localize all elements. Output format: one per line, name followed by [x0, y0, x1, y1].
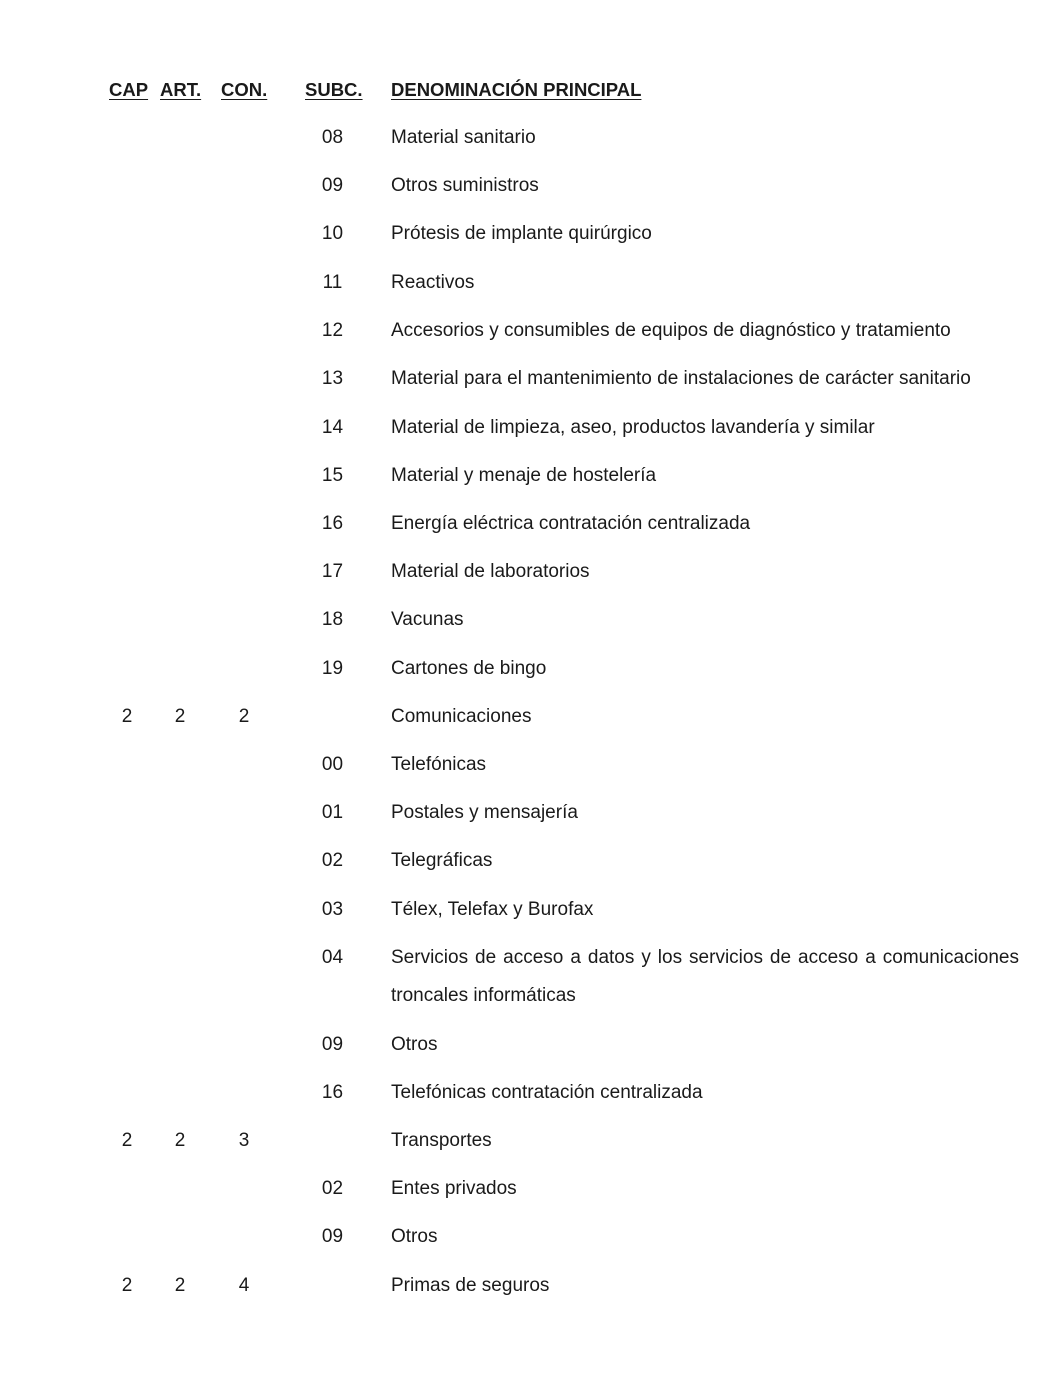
denominacion-cell: Material sanitario: [391, 127, 536, 148]
table-row: [0, 317, 1058, 345]
table-row: [0, 1272, 1058, 1300]
table-row: [0, 414, 1058, 442]
denominacion-cell: Material de laboratorios: [391, 561, 590, 582]
table-header: [0, 76, 1058, 104]
subc-cell: 04: [321, 947, 344, 968]
art-cell: 2: [174, 706, 186, 727]
denominacion-cell: Transportes: [391, 1130, 492, 1151]
denominacion-cell: Telefónicas: [391, 754, 487, 775]
table-row: [0, 269, 1058, 297]
table-row: [0, 1175, 1058, 1203]
denominacion-cell: Reactivos: [391, 272, 475, 293]
subc-cell: 12: [321, 320, 344, 341]
denominacion-cell: Otros: [391, 1226, 438, 1247]
table-row: [0, 703, 1058, 731]
table-row: [0, 558, 1058, 586]
subc-cell: 03: [321, 899, 344, 920]
denominacion-cell: Accesorios y consumibles de equipos de diagnóstico y tratamiento: [391, 320, 951, 341]
header-denominacion: DENOMINACIÓN PRINCIPAL: [391, 79, 642, 100]
denominacion-cell: Energía eléctrica contratación centralizada: [391, 513, 751, 534]
denominacion-cell: Vacunas: [391, 609, 464, 630]
art-cell: 2: [174, 1130, 186, 1151]
header-art: ART.: [160, 79, 202, 100]
denominacion-cell: Cartones de bingo: [391, 658, 547, 679]
denominacion-cell: Otros suministros: [391, 175, 539, 196]
header-subc: SUBC.: [305, 79, 363, 100]
subc-cell: 09: [321, 175, 344, 196]
subc-cell: 08: [321, 127, 344, 148]
denominacion-cell: Télex, Telefax y Burofax: [391, 899, 594, 920]
table-row: [0, 606, 1058, 634]
denominacion-cell: Entes privados: [391, 1178, 517, 1199]
subc-cell: 11: [322, 272, 343, 293]
subc-cell: 16: [321, 1082, 344, 1103]
denominacion-cell: Servicios de acceso a datos y los servicios de acceso a comunicaciones troncales informáticas: [391, 947, 1019, 1006]
header-cap: CAP: [109, 79, 149, 100]
subc-cell: 01: [321, 802, 344, 823]
table-row: [0, 220, 1058, 248]
denominacion-cell: Telefónicas contratación centralizada: [391, 1082, 703, 1103]
table-row: [0, 124, 1058, 152]
subc-cell: 14: [321, 417, 344, 438]
denominacion-cell: Material de limpieza, aseo, productos lavandería y similar: [391, 417, 875, 438]
table-row: [0, 896, 1058, 924]
subc-cell: 02: [321, 1178, 344, 1199]
con-cell: 4: [238, 1275, 250, 1296]
denominacion-cell: Postales y mensajería: [391, 802, 578, 823]
table-row: [0, 510, 1058, 538]
denominacion-cell: Otros: [391, 1034, 438, 1055]
denominacion-cell: Material para el mantenimiento de instalaciones de carácter sanitario: [391, 368, 971, 389]
subc-cell: 00: [321, 754, 344, 775]
table-row: [0, 172, 1058, 200]
table-row: [0, 799, 1058, 827]
table-row: [0, 462, 1058, 490]
table-row: [0, 655, 1058, 683]
table-row: [0, 1079, 1058, 1107]
subc-cell: 09: [321, 1034, 344, 1055]
subc-cell: 13: [321, 368, 344, 389]
subc-cell: 15: [321, 465, 344, 486]
table-row: [0, 1223, 1058, 1251]
subc-cell: 02: [321, 850, 344, 871]
denominacion-cell: Comunicaciones: [391, 706, 532, 727]
con-cell: 3: [238, 1130, 250, 1151]
table-row: [0, 1031, 1058, 1059]
subc-cell: 18: [321, 609, 344, 630]
art-cell: 2: [174, 1275, 186, 1296]
denominacion-cell: Telegráficas: [391, 850, 493, 871]
subc-cell: 17: [321, 561, 344, 582]
denominacion-cell: Primas de seguros: [391, 1275, 550, 1296]
cap-cell: 2: [121, 1275, 133, 1296]
subc-cell: 09: [321, 1226, 344, 1247]
cap-cell: 2: [121, 706, 133, 727]
table-row: [0, 847, 1058, 875]
subc-cell: 16: [321, 513, 344, 534]
con-cell: 2: [238, 706, 250, 727]
cap-cell: 2: [121, 1130, 133, 1151]
subc-cell: 10: [321, 223, 344, 244]
table-row: [0, 751, 1058, 779]
table-row: [0, 1127, 1058, 1155]
denominacion-cell: Material y menaje de hostelería: [391, 465, 657, 486]
denominacion-cell: Prótesis de implante quirúrgico: [391, 223, 652, 244]
table-row: [0, 365, 1058, 393]
table-row: [0, 944, 1058, 1010]
header-con: CON.: [221, 79, 268, 100]
subc-cell: 19: [321, 658, 344, 679]
